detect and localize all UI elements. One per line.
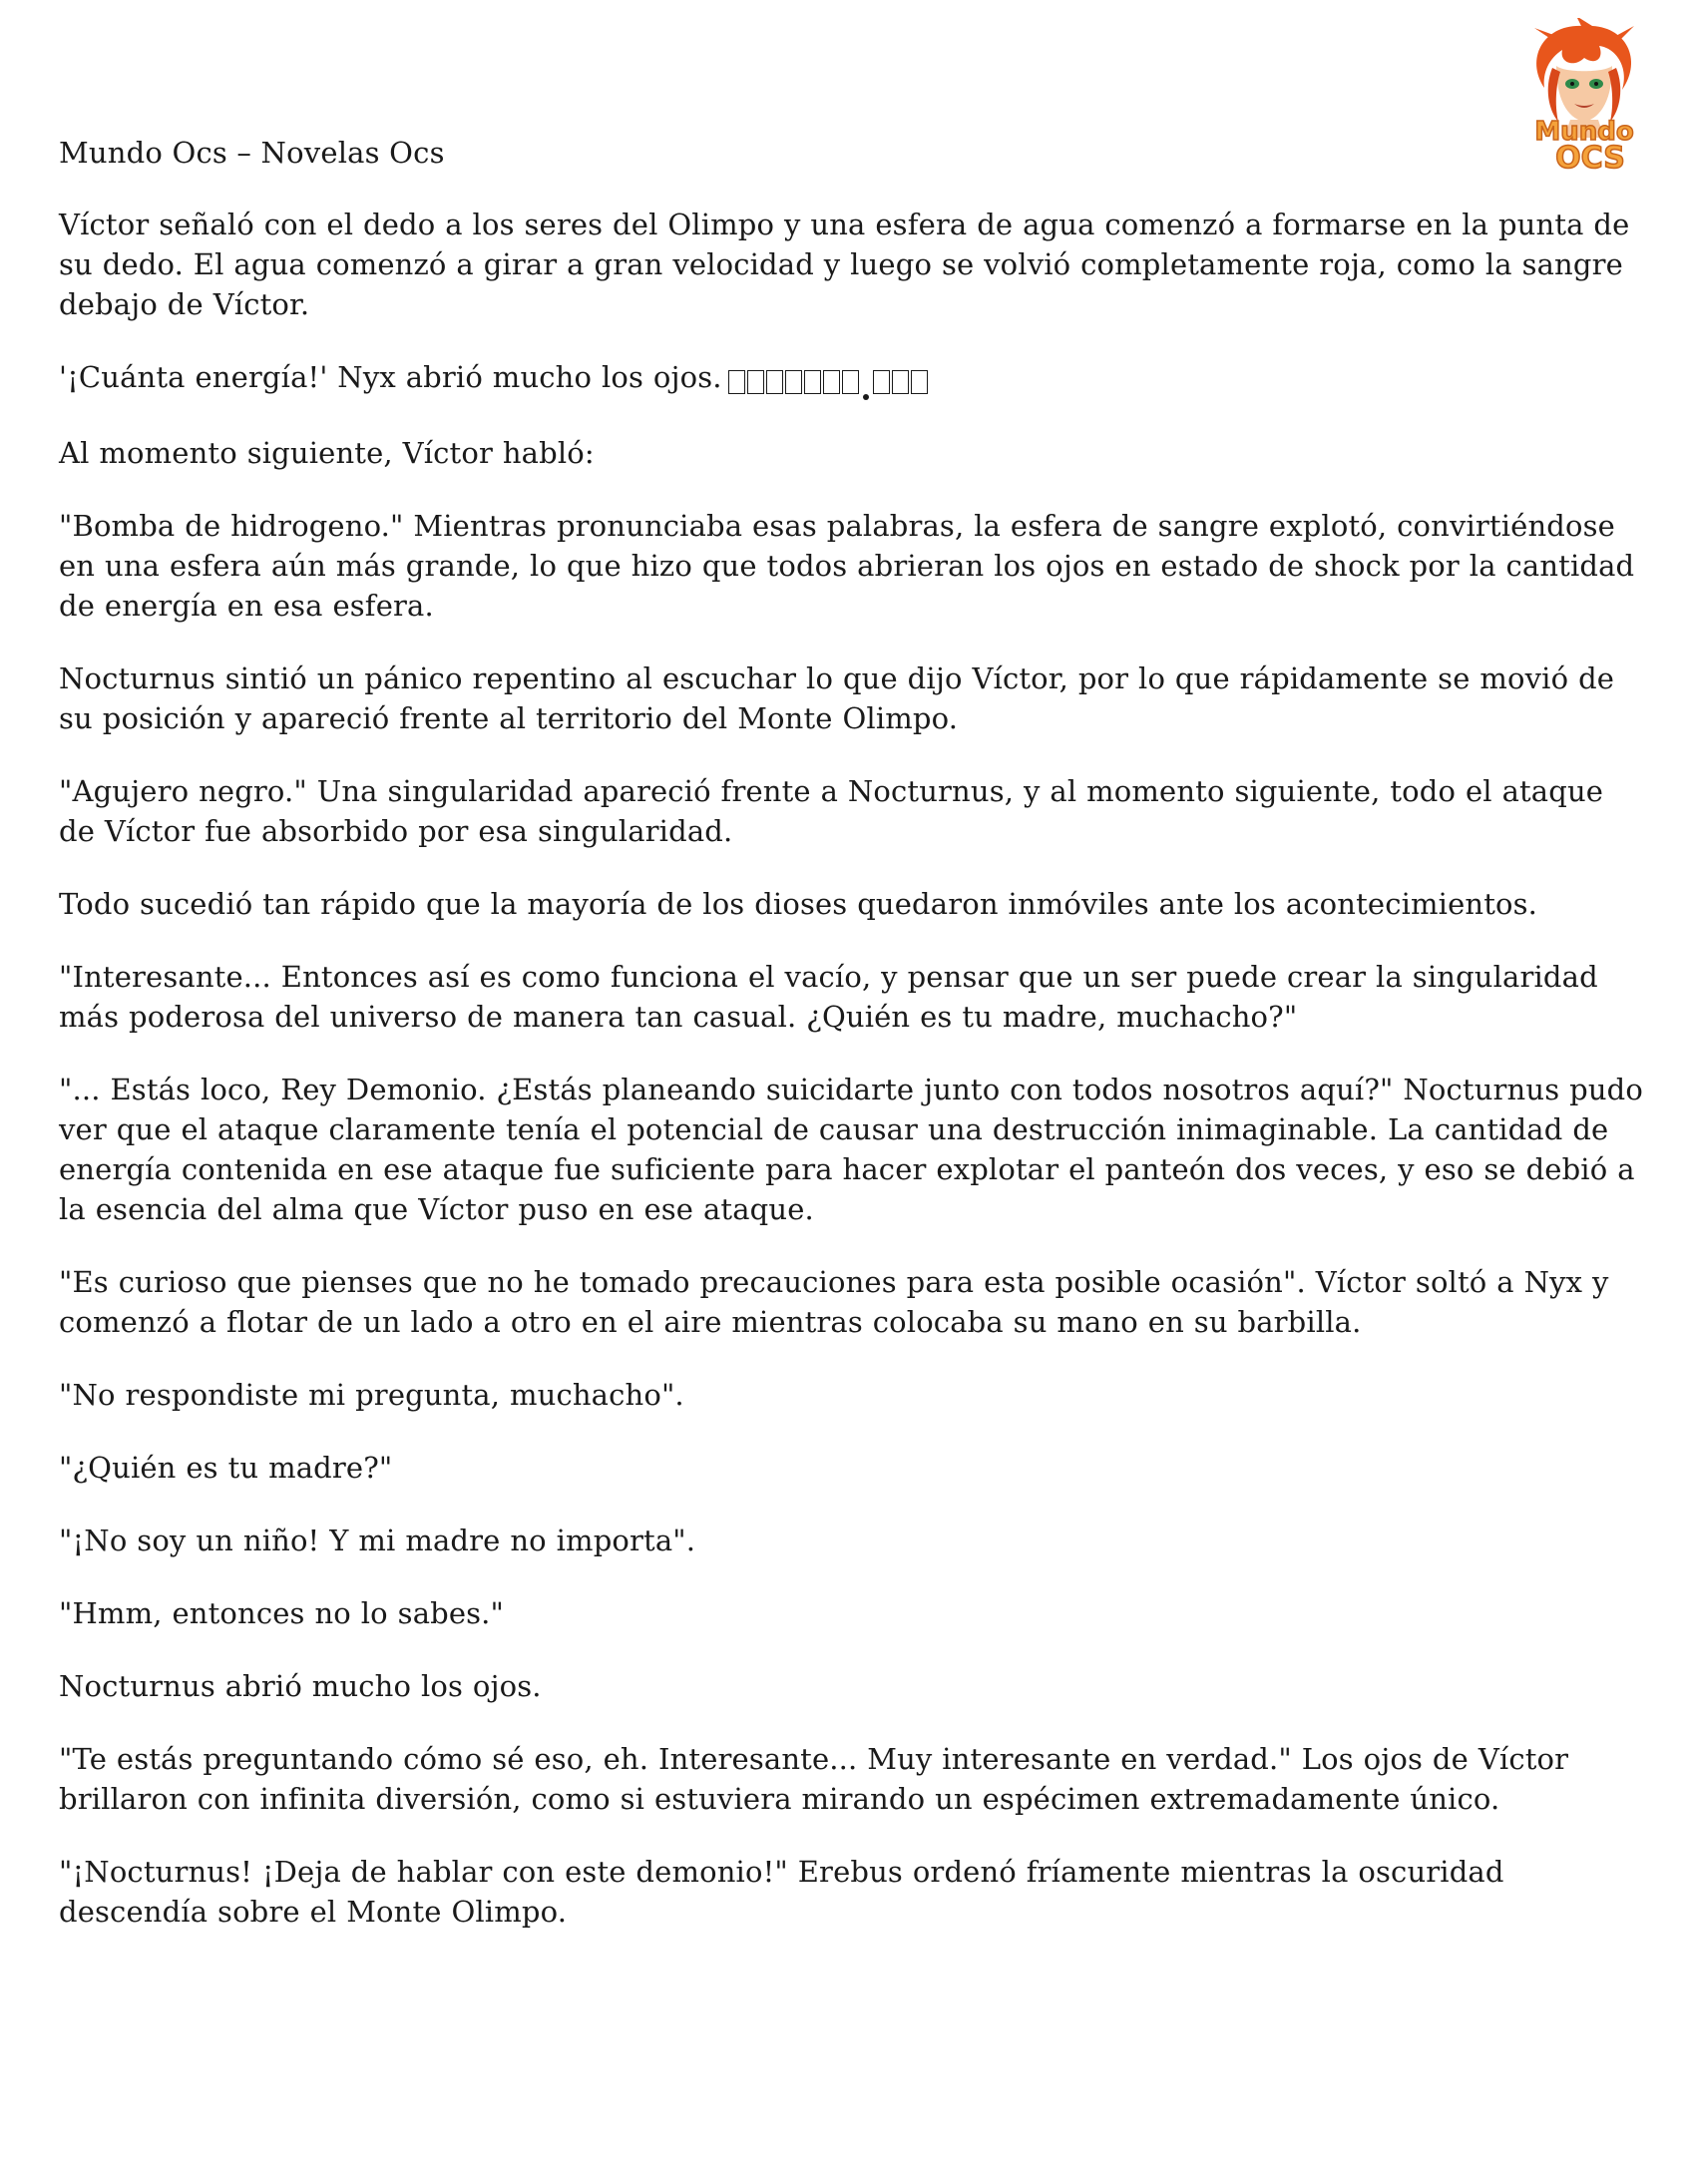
paragraph-13: "¡No soy un niño! Y mi madre no importa".: [59, 1524, 696, 1557]
paragraph-16: "Te estás preguntando cómo sé eso, eh. Interesante... Muy interesante en verdad." Los ojos de Víctor brillaron con infinita diversión, como si estuviera mirando un espécimen extremadamente único.: [59, 1742, 1569, 1816]
paragraph-3: Al momento siguiente, Víctor habló:: [59, 436, 595, 470]
document-header: Mundo Ocs – Novelas Ocs: [59, 136, 445, 170]
paragraph-1: Víctor señaló con el dedo a los seres del Olimpo y una esfera de agua comenzó a formarse en la punta de su dedo. El agua comenzó a girar a gran velocidad y luego se volvió completamente roja, como la sangre debajo de Víctor.: [59, 208, 1630, 321]
missing-glyph-icon: [728, 360, 930, 400]
paragraph-12: "¿Quién es tu madre?": [59, 1451, 393, 1485]
paragraph-2: [59, 357, 1645, 400]
paragraph-17: "¡Nocturnus! ¡Deja de hablar con este demonio!" Erebus ordenó fríamente mientras la oscuridad descendía sobre el Monte Olimpo.: [59, 1855, 1504, 1929]
paragraph-11: "No respondiste mi pregunta, muchacho".: [59, 1378, 684, 1412]
paragraph-8: "Interesante... Entonces así es como funciona el vacío, y pensar que un ser puede crear la singularidad más poderosa del universo de manera tan casual. ¿Quién es tu madre, muchacho?": [59, 960, 1598, 1034]
logo-text-mundo: Mundo: [1534, 117, 1634, 147]
mundo-ocs-logo-icon: [1504, 18, 1662, 176]
paragraph-2-text: '¡Cuánta energía!' Nyx abrió mucho los ojos.: [59, 360, 722, 394]
paragraph-5: Nocturnus sintió un pánico repentino al escuchar lo que dijo Víctor, por lo que rápidamente se movió de su posición y apareció frente al territorio del Monte Olimpo.: [59, 661, 1615, 735]
document-body: [59, 205, 1645, 1965]
paragraph-15: Nocturnus abrió mucho los ojos.: [59, 1669, 542, 1703]
paragraph-10: "Es curioso que pienses que no he tomado precauciones para esta posible ocasión". Víctor soltó a Nyx y comenzó a flotar de un lado a otro en el aire mientras colocaba su mano en su barbilla.: [59, 1265, 1609, 1339]
logo-text-ocs: OCS: [1555, 141, 1625, 176]
paragraph-4: "Bomba de hidrogeno." Mientras pronunciaba esas palabras, la esfera de sangre explotó, convirtiéndose en una esfera aún más grande, lo que hizo que todos abrieran los ojos en estado de shock por la cantidad de energía en esa esfera.: [59, 509, 1635, 623]
paragraph-7: Todo sucedió tan rápido que la mayoría de los dioses quedaron inmóviles ante los acontecimientos.: [59, 887, 1538, 921]
paragraph-6: "Agujero negro." Una singularidad apareció frente a Nocturnus, y al momento siguiente, todo el ataque de Víctor fue absorbido por esa singularidad.: [59, 774, 1604, 848]
paragraph-9: "... Estás loco, Rey Demonio. ¿Estás planeando suicidarte junto con todos nosotros aquí?" Nocturnus pudo ver que el ataque claramente tenía el potencial de causar una destrucción inimaginable. La cantidad de energía contenida en ese ataque fue suficiente para hacer explotar el panteón dos veces, y eso se debió a la esencia del alma que Víctor puso en ese ataque.: [59, 1073, 1643, 1226]
paragraph-14: "Hmm, entonces no lo sabes.": [59, 1596, 505, 1630]
